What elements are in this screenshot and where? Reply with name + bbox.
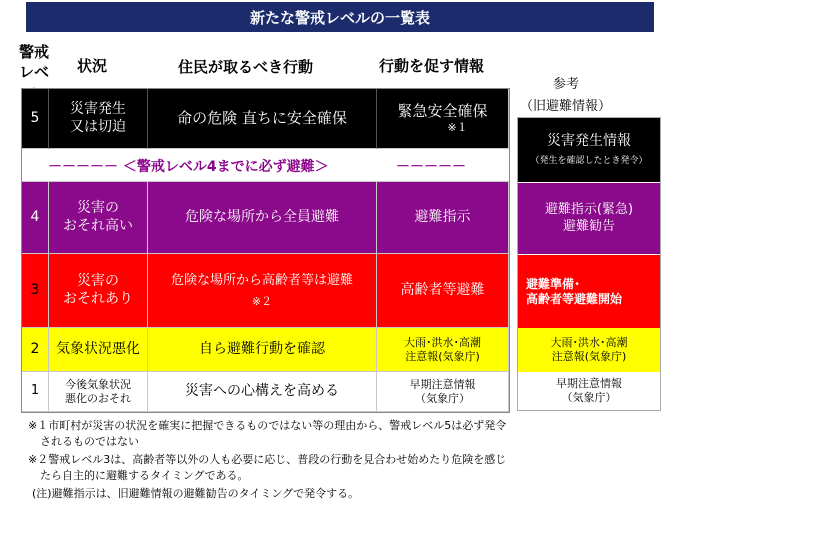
- reference-level-3-line1: 避難準備･: [526, 276, 581, 291]
- reference-level-4-line2: 避難勧告: [562, 218, 615, 234]
- level-4-situation: [49, 182, 148, 254]
- footnote-2-line2: たら自主的に避難するタイミングである。: [40, 468, 249, 482]
- header-level-line1: 警戒: [18, 43, 49, 61]
- level-2-action: 自ら避難行動を確認: [148, 328, 377, 372]
- level-5-situation-line1: 災害発生: [70, 101, 126, 117]
- level-1-situation: [49, 372, 148, 412]
- reference-level-2-line1: 大雨･洪水･高潮: [550, 336, 628, 350]
- level-1-action: 災害への心構えを高める: [148, 372, 377, 412]
- level-4-situation-line1: 災害の: [77, 200, 119, 216]
- level-1-info-line1: 早期注意情報: [409, 377, 476, 391]
- reference-level-3: [518, 254, 660, 328]
- level-5-action: 命の危険 直ちに安全確保: [148, 89, 377, 149]
- level-5-info-note: ※１: [447, 121, 468, 134]
- evacuation-banner-dashes: －－－－－: [396, 159, 466, 175]
- level-3-action: [148, 254, 377, 328]
- level-1-info: [377, 372, 509, 412]
- header-info: 行動を促す情報: [379, 57, 485, 75]
- level-4-action: 危険な場所から全員避難: [148, 182, 377, 254]
- level-2-info-line2: 注意報(気象庁): [405, 349, 480, 363]
- reference-level-1-line1: 早期注意情報: [556, 377, 622, 391]
- reference-level-3-line2: 高齢者等避難開始: [526, 291, 623, 306]
- reference-level-5-note: （発生を確認したとき発令）: [530, 156, 648, 167]
- footnote-3: (注)避難指示は、旧避難情報の避難勧告のタイミングで発令する。: [32, 486, 360, 500]
- header-reference-sub: （旧避難情報）: [520, 99, 612, 114]
- evacuation-banner: [22, 149, 509, 182]
- level-2-situation: 気象状況悪化: [49, 328, 148, 372]
- level-2-info-line1: 大雨･洪水･高潮: [404, 335, 481, 349]
- level-1-info-line2: （気象庁）: [415, 391, 470, 405]
- level-4-info: 避難指示: [377, 182, 509, 254]
- evacuation-banner-text: －－－－－ ＜警戒レベル4までに必ず避難＞: [48, 159, 329, 175]
- footnote-1-line2: されるものではない: [40, 434, 139, 448]
- footnote-2-line1: ※２警戒レベル3は、高齢者等以外の人も必要に応じ、普段の行動を見合わせ始めたり危険を感じ: [28, 452, 507, 466]
- level-2-number: 2: [22, 328, 49, 372]
- footnotes: [28, 418, 608, 502]
- reference-level-2: [518, 328, 660, 372]
- reference-level-1-line2: （気象庁）: [561, 391, 617, 404]
- reference-level-1: [518, 372, 660, 410]
- level-3-situation-line1: 災害の: [77, 273, 119, 289]
- header-reference: 参考: [553, 77, 580, 92]
- level-3-number: 3: [22, 254, 49, 328]
- reference-level-5: [518, 118, 660, 182]
- level-5-number: 5: [22, 89, 49, 149]
- level-1-number: 1: [22, 372, 49, 412]
- level-5-info-label: 緊急安全確保: [397, 102, 488, 121]
- reference-level-4: [518, 182, 660, 254]
- header-level-line2: レベ: [18, 63, 49, 82]
- level-3-info: 高齢者等避難: [377, 254, 509, 328]
- level-3-action-label: 危険な場所から高齢者等は避難: [170, 272, 353, 288]
- header-situation: 状況: [77, 57, 108, 75]
- reference-level-4-line1: 避難指示(緊急): [544, 202, 634, 218]
- level-1-situation-line2: 悪化のおそれ: [65, 391, 131, 405]
- level-1-situation-line1: 今後気象状況: [65, 377, 131, 391]
- level-3-situation: [49, 254, 148, 328]
- header-action: 住民が取るべき行動: [178, 58, 314, 76]
- level-3-action-note: ※２: [251, 294, 273, 308]
- reference-level-2-line2: 注意報(気象庁): [551, 350, 627, 363]
- page-title: 新たな警戒レベルの一覧表: [26, 2, 654, 32]
- level-2-info: [377, 328, 509, 372]
- level-4-situation-line2: おそれ高い: [63, 217, 133, 234]
- level-5-situation: [49, 89, 148, 149]
- footnote-1-line1: ※１市町村が災害の状況を確実に把握できるものではない等の理由から、警戒レベル5は必ず発令: [28, 419, 507, 432]
- level-4-number: 4: [22, 182, 49, 254]
- level-5-info: [377, 89, 509, 149]
- level-3-situation-line2: おそれあり: [63, 290, 133, 307]
- level-5-situation-line2: 又は切迫: [70, 118, 126, 135]
- reference-level-5-label: 災害発生情報: [547, 132, 631, 149]
